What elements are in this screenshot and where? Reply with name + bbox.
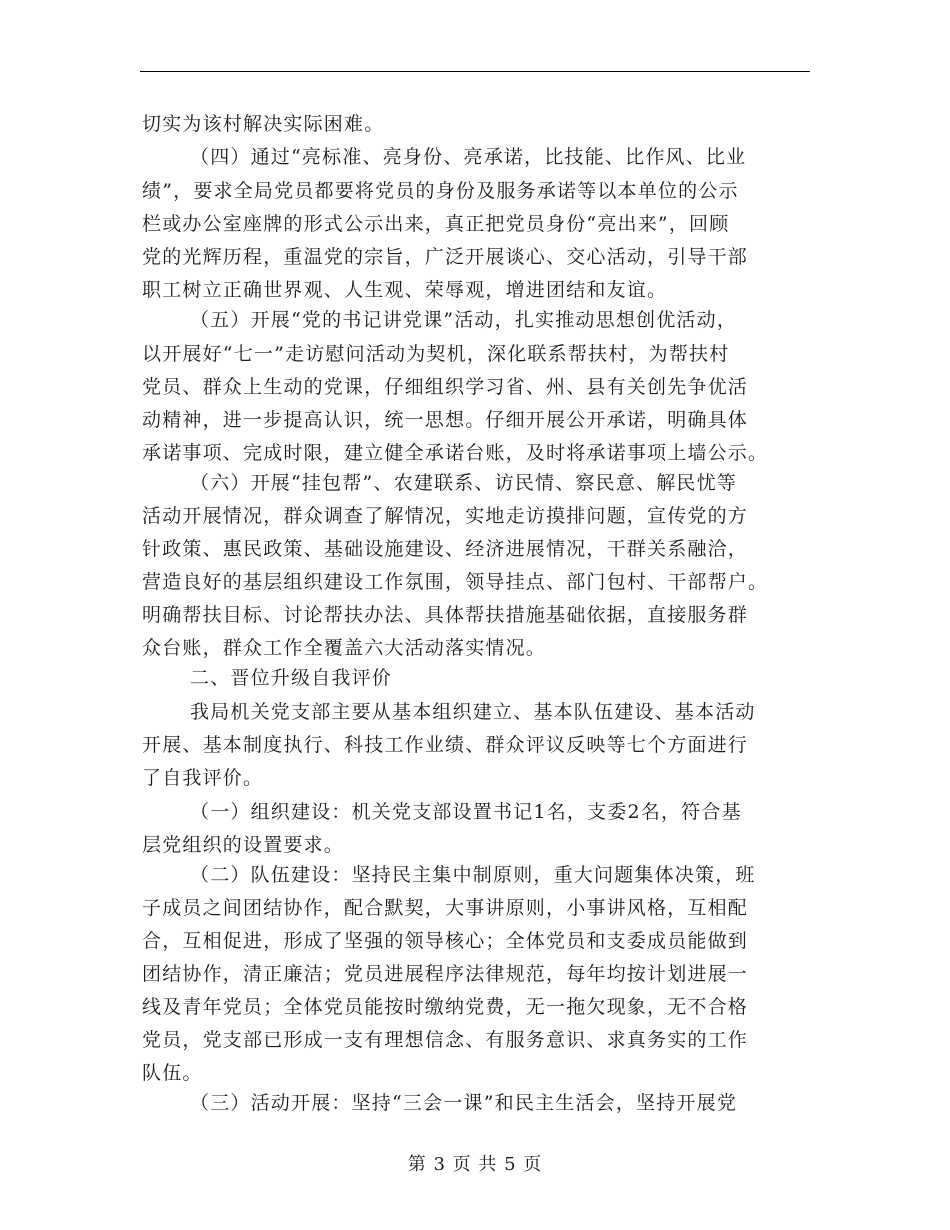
text-line: 众台账，群众工作全覆盖六大活动落实情况。: [142, 637, 547, 659]
text-line: 合，互相促进，形成了坚强的领导核心；全体党员和支委成员能做到: [142, 930, 749, 952]
text-line: （五）开展“党的书记讲党课”活动，扎实推动思想创优活动，: [190, 309, 738, 331]
text-line: 绩”，要求全局党员都要将党员的身份及服务承诺等以本单位的公示: [142, 180, 739, 202]
text-line: 开展、基本制度执行、科技工作业绩、群众评议反映等七个方面进行: [142, 734, 749, 756]
text-line: 党员，党支部已形成一支有理想信念、有服务意识、求真务实的工作: [142, 1029, 749, 1051]
text-line: 层党组织的设置要求。: [142, 834, 345, 856]
text-line: 动精神，进一步提高认识，统一思想。仔细开展公开承诺，明确具体: [142, 409, 749, 431]
text-line: 我局机关党支部主要从基本组织建立、基本队伍建设、基本活动: [190, 701, 756, 723]
text-line: 切实为该村解决实际困难。: [142, 113, 385, 135]
header-rule: [140, 71, 810, 72]
text-line: 党员、群众上生动的党课，仔细组织学习省、州、县有关创先争优活: [142, 376, 749, 398]
text-line: （二）队伍建设：坚持民主集中制原则，重大问题集体决策，班: [190, 864, 756, 886]
text-line: 承诺事项、完成时限，建立健全承诺台账，及时将承诺事项上墙公示。: [142, 442, 769, 464]
text-line: 了自我评价。: [142, 767, 264, 789]
text-line: （三）活动开展：坚持“三会一课”和民主生活会，坚持开展党: [190, 1092, 738, 1114]
section-heading: 二、晋位升级自我评价: [190, 667, 393, 689]
text-line: 栏或办公室座牌的形式公示出来，真正把党员身份“亮出来”，回顾: [142, 213, 730, 235]
text-line: 党的光辉历程，重温党的宗旨，广泛开展谈心、交心活动，引导干部: [142, 246, 749, 268]
text-line: 子成员之间团结协作，配合默契，大事讲原则，小事讲风格，互相配: [142, 897, 749, 919]
text-line: 明确帮扶目标、讨论帮扶办法、具体帮扶措施基础依据，直接服务群: [142, 604, 749, 626]
text-line: 营造良好的基层组织建设工作氛围，领导挂点、部门包村、干部帮户。: [142, 571, 769, 593]
text-line: （四）通过“亮标准、亮身份、亮承诺，比技能、比作风、比业: [190, 146, 747, 168]
text-line: 队伍。: [142, 1062, 203, 1084]
text-line: 针政策、惠民政策、基础设施建设、经济进展情况，干群关系融洽，: [142, 538, 749, 560]
text-line: 活动开展情况，群众调查了解情况，实地走访摸排问题，宣传党的方: [142, 505, 749, 527]
text-line: 团结协作，清正廉洁；党员进展程序法律规范，每年均按计划进展一: [142, 963, 749, 985]
page-number-footer: 第 3 页 共 5 页: [407, 1154, 543, 1175]
text-line: 线及青年党员；全体党员能按时缴纳党费，无一拖欠现象，无不合格: [142, 996, 749, 1018]
text-line: （一）组织建设：机关党支部设置书记1名，支委2名，符合基: [190, 801, 742, 823]
text-line: 职工树立正确世界观、人生观、荣辱观，增进团结和友谊。: [142, 279, 668, 301]
text-line: （六）开展“挂包帮”、农建联系、访民情、察民意、解民忧等: [190, 472, 738, 494]
text-line: 以开展好“七一”走访慰问活动为契机，深化联系帮扶村，为帮扶村: [142, 343, 730, 365]
